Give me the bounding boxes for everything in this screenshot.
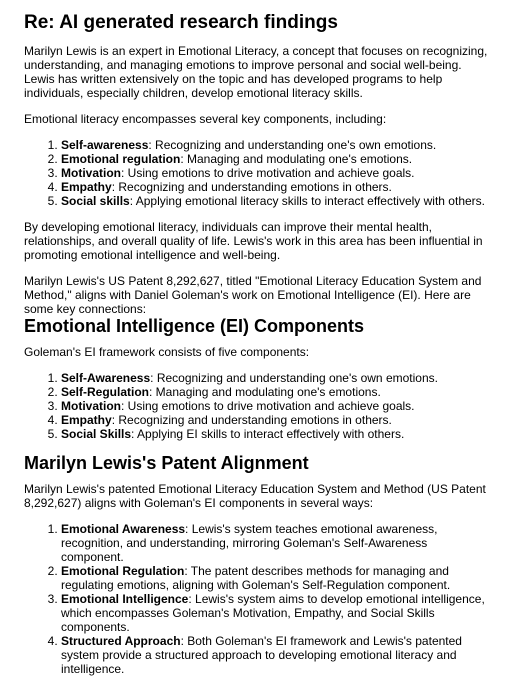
alignment-list [24,522,489,676]
list-item-desc: : Recognizing and understanding emotions in others. [111,413,392,427]
list-item-term: Motivation [61,399,121,413]
list-item [61,413,489,427]
list-item-desc: : Lewis's system aims to develop emotional intelligence, which encompasses Goleman's Motivation, Empathy, and Social Skills components. [61,592,485,634]
list-item-term: Social Skills [61,427,132,441]
ei-components-list [24,371,489,441]
benefits-paragraph: By developing emotional literacy, individuals can improve their mental health, relationships, and overall quality of life. Lewis's work in this area has been influential in promoting emotional intelligence and well-being. [24,220,483,262]
ei-heading: Emotional Intelligence (EI) Components [24,316,365,336]
list-item-desc: : Using emotions to drive motivation and achieve goals. [121,399,415,413]
list-item-term: Empathy [61,413,112,427]
list-item-term: Social skills [61,194,130,208]
list-item-desc: : Managing and modulating one's emotions. [180,152,413,166]
list-item [61,385,489,399]
list-item-term: Emotional regulation [61,152,181,166]
list-item-term: Emotional Intelligence [61,592,189,606]
list-item-desc: : Recognizing and understanding one's own emotions. [150,371,438,385]
list-item [61,180,489,194]
list-item-term: Empathy [61,180,112,194]
components-intro: Emotional literacy encompasses several key components, including: [24,112,387,126]
list-item-term: Self-awareness [61,138,149,152]
list-item-term: Self-Awareness [61,371,151,385]
document-title: Re: AI generated research findings [24,12,338,33]
list-item-desc: : Applying emotional literacy skills to interact effectively with others. [129,194,485,208]
list-item-term: Emotional Regulation [61,564,185,578]
list-item-desc: : Using emotions to drive motivation and achieve goals. [121,166,415,180]
list-item-desc: : Recognizing and understanding emotions in others. [111,180,392,194]
list-item [61,634,489,676]
intro-paragraph: Marilyn Lewis is an expert in Emotional Literacy, a concept that focuses on recognizing, understanding, and managing emotions to improve personal and social well-being. Lewis has written extensively on the topic and has developed programs to help individuals, especially children, develop emotional literacy skills. [24,44,488,100]
patent-intro-paragraph: Marilyn Lewis's US Patent 8,292,627, titled "Emotional Literacy Education System and Method," aligns with Daniel Goleman's work on Emotional Intelligence (EI). Here are some key connections: [24,274,482,316]
list-item-term: Emotional Awareness [61,522,186,536]
list-item-desc: : Managing and modulating one's emotions. [149,385,381,399]
list-item-desc: : Applying EI skills to interact effectively with others. [131,427,405,441]
list-item [61,564,489,592]
list-item [61,522,489,564]
list-item-term: Self-Regulation [61,385,150,399]
list-item [61,194,489,208]
alignment-heading: Marilyn Lewis's Patent Alignment [24,453,309,473]
list-item [61,427,489,441]
list-item [61,166,489,180]
list-item [61,592,489,634]
list-item-desc: : Recognizing and understanding one's own emotions. [148,138,437,152]
list-item-desc: : The patent describes methods for managing and regulating emotions, aligning with Goleman's Self-Regulation component. [61,564,451,592]
list-item [61,152,489,166]
list-item [61,371,489,385]
list-item [61,399,489,413]
list-item-desc: : Lewis's system teaches emotional awareness, recognition, and understanding, mirroring Goleman's Self-Awareness component. [61,522,438,564]
alignment-intro: Marilyn Lewis's patented Emotional Literacy Education System and Method (US Patent 8,292,627) aligns with Goleman's EI components in several ways: [24,482,486,510]
list-item-term: Structured Approach [61,634,181,648]
components-list [24,138,489,208]
list-item [61,138,489,152]
list-item-term: Motivation [61,166,121,180]
list-item-desc: : Both Goleman's EI framework and Lewis's patented system provide a structured approach to developing emotional literacy and intelligence. [61,634,462,676]
ei-intro: Goleman's EI framework consists of five components: [24,345,310,359]
